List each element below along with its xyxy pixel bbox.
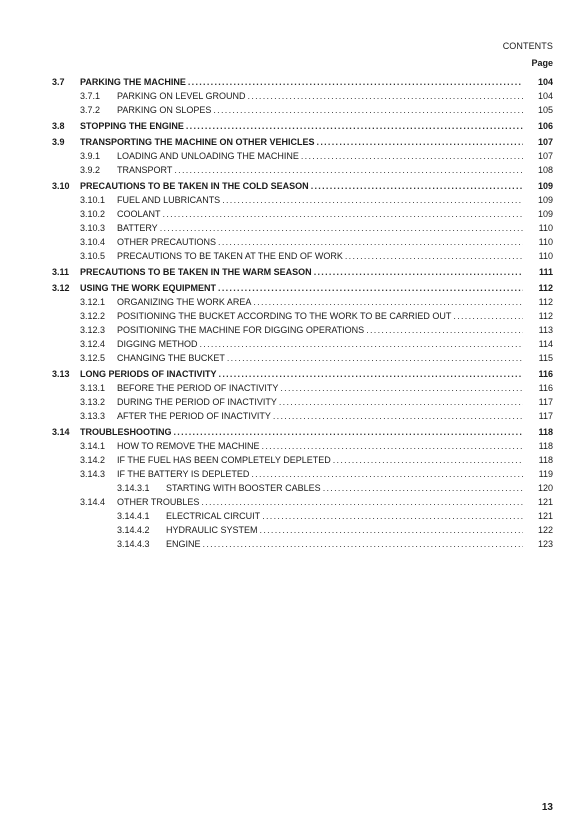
dot-leader [262, 439, 523, 453]
toc-entry-page: 119 [538, 469, 553, 479]
toc-entry [117, 103, 523, 117]
toc-entry-title: STARTING WITH BOOSTER CABLES [166, 483, 321, 493]
toc-entry-title: PARKING ON SLOPES [117, 105, 212, 115]
toc-entry-title: POSITIONING THE MACHINE FOR DIGGING OPERATIONS [117, 325, 365, 335]
toc-entry-page: 120 [537, 483, 553, 493]
toc-entry-page: 116 [538, 383, 553, 393]
toc-entry-number: 3.10.2 [80, 209, 106, 219]
toc-entry-number: 3.14.3.1 [117, 483, 150, 493]
toc-entry [117, 221, 523, 235]
dot-leader [366, 323, 523, 337]
toc-entry [117, 249, 523, 263]
toc-subsection-row [52, 295, 553, 309]
toc-entry [166, 523, 523, 537]
toc-entry-page: 104 [537, 91, 553, 101]
toc-entry-page: 117 [538, 397, 553, 407]
toc-entry-page: 110 [538, 237, 553, 247]
toc-entry-page: 109 [537, 181, 553, 191]
toc-entry-number: 3.11 [52, 267, 70, 277]
toc-entry-title: ENGINE [166, 539, 201, 549]
dot-leader [174, 163, 523, 177]
dot-leader [213, 103, 523, 117]
toc-subsection-row [52, 509, 553, 523]
toc-entry-title: LOADING AND UNLOADING THE MACHINE [117, 151, 299, 161]
toc-entry-title: PARKING ON LEVEL GROUND [117, 91, 246, 101]
dot-leader [163, 207, 523, 221]
toc-subsection-row [52, 163, 553, 177]
toc-subsection-row [52, 395, 553, 409]
toc-entry-page: 111 [538, 267, 553, 277]
dot-leader [222, 193, 523, 207]
toc-entry-title: PRECAUTIONS TO BE TAKEN IN THE COLD SEASON [80, 181, 309, 191]
toc-subsection-row [52, 467, 553, 481]
dot-leader [279, 395, 523, 409]
toc-entry-number: 3.12.4 [80, 339, 106, 349]
toc-subsection-row [52, 207, 553, 221]
toc-subsection-row [52, 309, 553, 323]
toc-subsection-row [52, 323, 553, 337]
toc-entry-number: 3.14.3 [80, 469, 106, 479]
dot-leader [203, 537, 523, 551]
toc-entry [80, 75, 523, 89]
toc-entry-page: 112 [538, 297, 553, 307]
toc-entry [117, 495, 523, 509]
toc-entry [117, 207, 523, 221]
toc-section-row [52, 179, 553, 193]
toc-entry-title: POSITIONING THE BUCKET ACCORDING TO THE WORK TO BE CARRIED OUT [117, 311, 452, 321]
toc-entry-title: TRANSPORTING THE MACHINE ON OTHER VEHICLES [80, 137, 315, 147]
running-header: CONTENTS [502, 41, 553, 51]
toc-section-row [52, 281, 553, 295]
toc-subsection-row [52, 337, 553, 351]
toc-entry-title: TRANSPORT [117, 165, 173, 175]
toc-entry-title: USING THE WORK EQUIPMENT [80, 283, 217, 293]
toc-entry-page: 115 [538, 353, 553, 363]
toc-entry-page: 105 [537, 105, 553, 115]
toc-subsection-row [52, 523, 553, 537]
table-of-contents [52, 75, 553, 551]
toc-entry-number: 3.12.2 [80, 311, 106, 321]
toc-entry [117, 149, 523, 163]
dot-leader [174, 425, 524, 439]
page-number: 13 [541, 802, 553, 813]
toc-entry-page: 107 [537, 137, 553, 147]
dot-leader [188, 75, 523, 89]
toc-entry-number: 3.7.1 [80, 91, 101, 101]
toc-entry-number: 3.9.1 [80, 151, 101, 161]
dot-leader [280, 381, 523, 395]
toc-entry-title: FUEL AND LUBRICANTS [117, 195, 221, 205]
dot-leader [227, 351, 523, 365]
toc-entry-page: 121 [537, 497, 553, 507]
toc-entry [117, 295, 523, 309]
toc-subsection-row [52, 235, 553, 249]
toc-subsection-row [52, 381, 553, 395]
toc-entry-title: CHANGING THE BUCKET [117, 353, 225, 363]
toc-entry-number: 3.14.1 [80, 441, 106, 451]
toc-entry-number: 3.13 [52, 369, 70, 379]
toc-entry-page: 108 [537, 165, 553, 175]
dot-leader [301, 149, 523, 163]
toc-entry [117, 337, 523, 351]
toc-entry-page: 112 [538, 283, 553, 293]
toc-entry [117, 351, 523, 365]
toc-entry-title: OTHER TROUBLES [117, 497, 200, 507]
toc-entry-number: 3.14 [52, 427, 70, 437]
toc-entry-page: 109 [537, 195, 553, 205]
toc-entry-number: 3.8 [52, 121, 65, 131]
toc-subsection-row [52, 439, 553, 453]
toc-subsection-row [52, 453, 553, 467]
dot-leader [345, 249, 523, 263]
toc-entry [166, 509, 523, 523]
toc-entry-title: LONG PERIODS OF INACTIVITY [80, 369, 217, 379]
dot-leader [314, 265, 523, 279]
toc-entry-number: 3.12.1 [80, 297, 106, 307]
dot-leader [262, 509, 523, 523]
toc-subsection-row [52, 481, 553, 495]
dot-leader [273, 409, 523, 423]
toc-entry [80, 425, 523, 439]
toc-subsection-row [52, 537, 553, 551]
toc-entry-title: IF THE BATTERY IS DEPLETED [117, 469, 250, 479]
toc-subsection-row [52, 89, 553, 103]
toc-section-row [52, 75, 553, 89]
toc-entry-number: 3.13.2 [80, 397, 106, 407]
toc-entry-page: 118 [538, 427, 553, 437]
toc-entry-title: ELECTRICAL CIRCUIT [166, 511, 261, 521]
dot-leader [317, 135, 523, 149]
toc-entry-number: 3.13.1 [80, 383, 106, 393]
toc-subsection-row [52, 409, 553, 423]
toc-entry [80, 265, 523, 279]
dot-leader [218, 281, 523, 295]
toc-entry-number: 3.10 [52, 181, 70, 191]
toc-entry [166, 537, 523, 551]
dot-leader [248, 89, 523, 103]
toc-entry-number: 3.12.5 [80, 353, 106, 363]
toc-entry-title: PRECAUTIONS TO BE TAKEN IN THE WARM SEASON [80, 267, 312, 277]
toc-entry-number: 3.12.3 [80, 325, 106, 335]
toc-section-row [52, 265, 553, 279]
toc-entry-title: PARKING THE MACHINE [80, 77, 186, 87]
toc-entry-title: DURING THE PERIOD OF INACTIVITY [117, 397, 277, 407]
toc-entry-page: 118 [538, 441, 553, 451]
dot-leader [323, 481, 523, 495]
toc-entry-title: BATTERY [117, 223, 158, 233]
toc-entry-title: AFTER THE PERIOD OF INACTIVITY [117, 411, 271, 421]
dot-leader [186, 119, 523, 133]
toc-entry [80, 367, 523, 381]
toc-entry [166, 481, 523, 495]
toc-subsection-row [52, 103, 553, 117]
toc-entry-page: 122 [537, 525, 553, 535]
toc-entry [117, 439, 523, 453]
toc-entry-number: 3.7.2 [80, 105, 101, 115]
toc-entry [117, 163, 523, 177]
toc-entry [117, 395, 523, 409]
toc-entry-title: TROUBLESHOOTING [80, 427, 172, 437]
dot-leader [160, 221, 523, 235]
toc-entry-title: STOPPING THE ENGINE [80, 121, 184, 131]
dot-leader [453, 309, 523, 323]
toc-entry [117, 381, 523, 395]
toc-subsection-row [52, 495, 553, 509]
toc-entry-page: 110 [538, 251, 553, 261]
toc-entry [117, 453, 523, 467]
toc-entry-page: 109 [537, 209, 553, 219]
dot-leader [311, 179, 523, 193]
toc-entry-page: 110 [538, 223, 553, 233]
toc-subsection-row [52, 351, 553, 365]
toc-entry-page: 114 [538, 339, 553, 349]
toc-entry-number: 3.14.4.3 [117, 539, 150, 549]
toc-entry-page: 118 [538, 455, 553, 465]
toc-entry-page: 112 [538, 311, 553, 321]
toc-subsection-row [52, 193, 553, 207]
toc-section-row [52, 135, 553, 149]
toc-entry-number: 3.14.4.1 [117, 511, 150, 521]
dot-leader [253, 295, 523, 309]
toc-entry-number: 3.9.2 [80, 165, 101, 175]
toc-entry-number: 3.7 [52, 77, 65, 87]
dot-leader [218, 235, 523, 249]
toc-entry [117, 193, 523, 207]
dot-leader [200, 337, 524, 351]
toc-entry [117, 235, 523, 249]
toc-entry [117, 467, 523, 481]
toc-entry-page: 104 [537, 77, 553, 87]
toc-entry [117, 409, 523, 423]
toc-entry [80, 281, 523, 295]
toc-entry-number: 3.10.3 [80, 223, 106, 233]
toc-entry-number: 3.12 [52, 283, 70, 293]
toc-subsection-row [52, 149, 553, 163]
toc-entry-title: PRECAUTIONS TO BE TAKEN AT THE END OF WORK [117, 251, 343, 261]
toc-entry [80, 135, 523, 149]
toc-entry-number: 3.13.3 [80, 411, 106, 421]
toc-section-row [52, 425, 553, 439]
toc-entry-number: 3.9 [52, 137, 65, 147]
toc-entry-number: 3.10.5 [80, 251, 106, 261]
toc-entry [117, 309, 523, 323]
toc-entry-page: 123 [537, 539, 553, 549]
toc-entry-number: 3.14.4 [80, 497, 106, 507]
toc-entry-number: 3.14.4.2 [117, 525, 150, 535]
toc-entry-number: 3.10.4 [80, 237, 106, 247]
toc-entry [117, 89, 523, 103]
toc-entry-title: BEFORE THE PERIOD OF INACTIVITY [117, 383, 279, 393]
toc-section-row [52, 119, 553, 133]
dot-leader [201, 495, 523, 509]
toc-entry-page: 113 [538, 325, 553, 335]
page-column-label: Page [531, 58, 553, 68]
toc-entry-title: COOLANT [117, 209, 161, 219]
toc-entry-title: IF THE FUEL HAS BEEN COMPLETELY DEPLETED [117, 455, 331, 465]
toc-entry-number: 3.10.1 [80, 195, 106, 205]
toc-entry-page: 117 [538, 411, 553, 421]
toc-entry [80, 119, 523, 133]
toc-entry-title: HOW TO REMOVE THE MACHINE [117, 441, 260, 451]
toc-section-row [52, 367, 553, 381]
toc-entry-page: 121 [537, 511, 553, 521]
dot-leader [251, 467, 523, 481]
toc-entry [80, 179, 523, 193]
toc-entry-page: 116 [538, 369, 553, 379]
toc-entry-title: HYDRAULIC SYSTEM [166, 525, 258, 535]
toc-entry-title: DIGGING METHOD [117, 339, 198, 349]
toc-subsection-row [52, 221, 553, 235]
dot-leader [260, 523, 523, 537]
dot-leader [219, 367, 523, 381]
toc-entry-page: 107 [537, 151, 553, 161]
toc-entry-title: ORGANIZING THE WORK AREA [117, 297, 252, 307]
toc-entry-number: 3.14.2 [80, 455, 106, 465]
toc-entry-page: 106 [537, 121, 553, 131]
toc-subsection-row [52, 249, 553, 263]
toc-entry-title: OTHER PRECAUTIONS [117, 237, 217, 247]
dot-leader [333, 453, 523, 467]
toc-entry [117, 323, 523, 337]
